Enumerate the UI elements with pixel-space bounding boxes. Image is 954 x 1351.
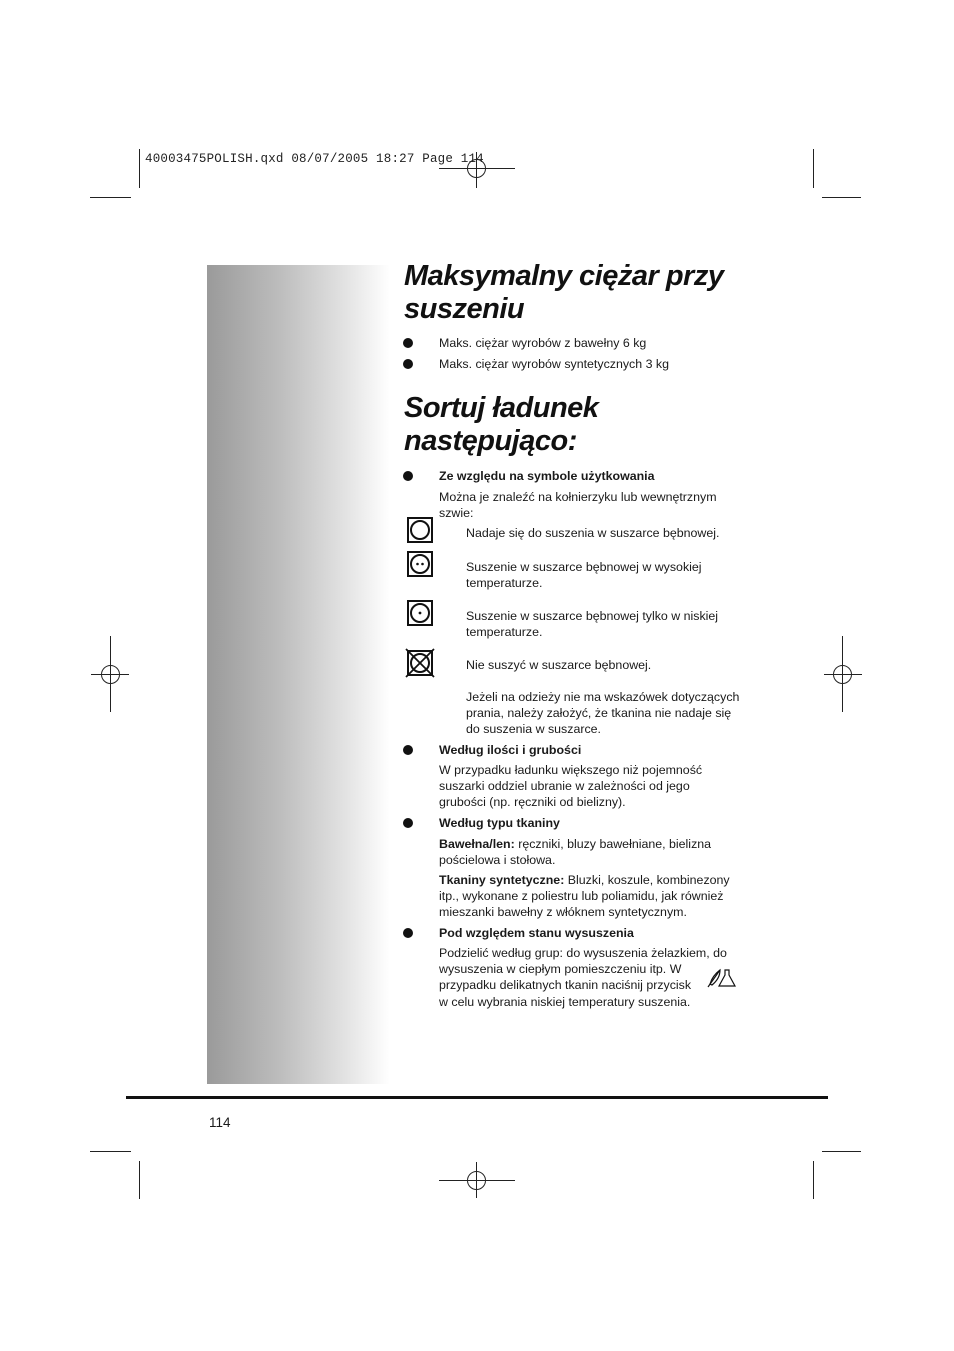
quantity-heading: Według ilości i grubości: [439, 743, 582, 757]
synthetic-label: Tkaniny syntetyczne:: [439, 873, 565, 887]
delicate-button-icon: [707, 967, 737, 989]
care-symbols-intro: Można je znaleźć na kołnierzyku lub wewnętrznym szwie:: [439, 490, 717, 520]
care-note: Jeżeli na odzieży nie ma wskazówek dotyczących prania, należy założyć, że tkanina nie nadaje się do suszenia w suszarce.: [466, 690, 740, 736]
care-symbol-text: Nie suszyć w suszarce bębnowej.: [466, 658, 652, 672]
file-info-slug: 40003475POLISH.qxd 08/07/2005 18:27 Page 114: [145, 152, 484, 166]
fabric-synthetic: [439, 872, 747, 920]
title-line-1: Sortuj ładunek: [404, 392, 599, 424]
care-symbols-heading: Ze względu na symbole użytkowania: [439, 469, 655, 483]
dryness-heading: Pod względem stanu wysuszenia: [439, 926, 634, 940]
synthetic-text: Bluzki, koszule, kombinezony itp., wykonane z poliestru lub poliamidu, jak również mieszanki bawełny z włóknem syntetycznym.: [439, 873, 730, 919]
footer-rule: [126, 1096, 828, 1099]
care-symbol-text: Suszenie w suszarce bębnowej tylko w niskiej temperaturze.: [466, 609, 719, 639]
list-item: Maks. ciężar wyrobów z bawełny 6 kg: [439, 336, 647, 350]
care-symbol-text: Nadaje się do suszenia w suszarce bębnowej.: [466, 526, 720, 540]
tumble-dry-high-icon: [407, 551, 433, 577]
gradient-sidebar: [207, 265, 390, 1084]
dryness-line: w celu wybrania niskiej temperatury suszenia.: [439, 995, 691, 1009]
title-line-2: następująco:: [404, 425, 577, 457]
title-line-1: Maksymalny ciężar przy: [404, 260, 724, 292]
fabric-cotton: [439, 836, 739, 868]
cotton-text: ręczniki, bluzy bawełniane, bielizna pościelowa i stołowa.: [439, 837, 712, 867]
bullet-icon: [403, 471, 413, 481]
quantity-text: W przypadku ładunku większego niż pojemność suszarki oddziel ubranie w zależności od jego grubości (np. ręczniki od bielizny).: [439, 763, 703, 809]
bullet-icon: [403, 359, 413, 369]
cotton-label: Bawełna/len:: [439, 837, 515, 851]
care-symbol-text: Suszenie w suszarce bębnowej w wysokiej temperaturze.: [466, 560, 702, 590]
dryness-line: Podzielić według grup: do wysuszenia żelazkiem, do: [439, 946, 727, 960]
page-number: 114: [209, 1115, 231, 1130]
bullet-icon: [403, 928, 413, 938]
bullet-icon: [403, 338, 413, 348]
bullet-icon: [403, 818, 413, 828]
title-line-2: suszeniu: [404, 293, 525, 325]
list-item: Maks. ciężar wyrobów syntetycznych 3 kg: [439, 357, 669, 371]
tumble-dry-icon: [407, 517, 433, 543]
section-title-sort-load: [404, 392, 598, 458]
bullet-icon: [403, 745, 413, 755]
dryness-line: wysuszenia w ciepłym pomieszczeniu itp. W: [439, 962, 682, 976]
do-not-tumble-dry-icon: [405, 648, 435, 678]
section-title-max-load: [404, 260, 723, 326]
tumble-dry-low-icon: [407, 600, 433, 626]
fabric-heading: Według typu tkaniny: [439, 816, 560, 830]
dryness-line: przypadku delikatnych tkanin naciśnij przycisk: [439, 978, 692, 992]
